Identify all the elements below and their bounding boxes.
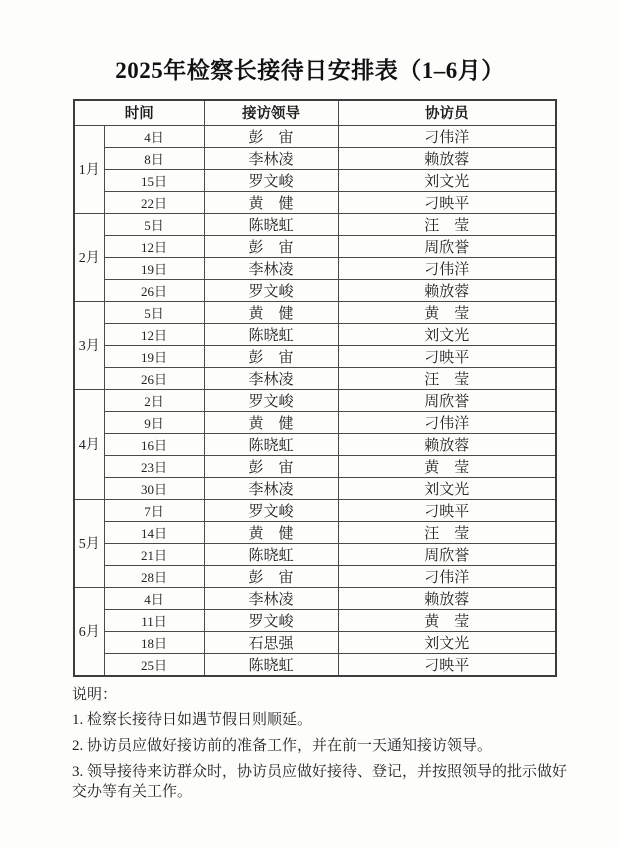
page-title: 2025年检察长接待日安排表（1–6月） (115, 58, 505, 83)
day-cell: 4日 (104, 587, 204, 609)
leader-cell: 李林凌 (204, 477, 338, 499)
assistant-cell: 刘文光 (338, 631, 556, 653)
schedule-table-header (74, 100, 556, 125)
assistant-cell: 黄 莹 (338, 301, 556, 323)
day-cell: 12日 (104, 235, 204, 257)
assistant-cell: 汪 莹 (338, 521, 556, 543)
schedule-row (74, 389, 556, 411)
schedule-row (74, 213, 556, 235)
day-cell: 12日 (104, 323, 204, 345)
schedule-row (74, 543, 556, 565)
day-cell: 23日 (104, 455, 204, 477)
col-header-leader: 接访领导 (204, 100, 338, 125)
leader-cell: 罗文峻 (204, 499, 338, 521)
schedule-row (74, 565, 556, 587)
day-cell: 9日 (104, 411, 204, 433)
assistant-cell: 周欣誉 (338, 543, 556, 565)
day-cell: 25日 (104, 653, 204, 676)
schedule-row (74, 521, 556, 543)
leader-cell: 彭 宙 (204, 345, 338, 367)
leader-cell: 陈晓虹 (204, 213, 338, 235)
schedule-row (74, 653, 556, 676)
schedule-table-body (74, 125, 556, 676)
schedule-table (73, 99, 557, 677)
day-cell: 22日 (104, 191, 204, 213)
leader-cell: 黄 健 (204, 301, 338, 323)
schedule-row (74, 499, 556, 521)
col-header-time: 时间 (74, 100, 204, 125)
leader-cell: 李林凌 (204, 587, 338, 609)
day-cell: 26日 (104, 367, 204, 389)
assistant-cell: 刘文光 (338, 169, 556, 191)
leader-cell: 黄 健 (204, 191, 338, 213)
assistant-cell: 刁伟洋 (338, 125, 556, 147)
day-cell: 8日 (104, 147, 204, 169)
leader-cell: 石思强 (204, 631, 338, 653)
leader-cell: 罗文峻 (204, 279, 338, 301)
day-cell: 30日 (104, 477, 204, 499)
assistant-cell: 刁映平 (338, 499, 556, 521)
schedule-row (74, 191, 556, 213)
schedule-row (74, 279, 556, 301)
leader-cell: 李林凌 (204, 367, 338, 389)
notes-section (72, 685, 574, 802)
day-cell: 15日 (104, 169, 204, 191)
leader-cell: 陈晓虹 (204, 433, 338, 455)
leader-cell: 罗文峻 (204, 169, 338, 191)
month-cell: 5月 (74, 499, 104, 587)
assistant-cell: 周欣誉 (338, 235, 556, 257)
month-cell: 4月 (74, 389, 104, 499)
assistant-cell: 汪 莹 (338, 213, 556, 235)
schedule-row (74, 455, 556, 477)
schedule-row (74, 433, 556, 455)
leader-cell: 彭 宙 (204, 455, 338, 477)
schedule-row (74, 609, 556, 631)
assistant-cell: 汪 莹 (338, 367, 556, 389)
schedule-row (74, 257, 556, 279)
assistant-cell: 黄 莹 (338, 609, 556, 631)
leader-cell: 李林凌 (204, 257, 338, 279)
schedule-row (74, 587, 556, 609)
day-cell: 19日 (104, 345, 204, 367)
assistant-cell: 周欣誉 (338, 389, 556, 411)
day-cell: 5日 (104, 301, 204, 323)
leader-cell: 彭 宙 (204, 125, 338, 147)
month-cell: 6月 (74, 587, 104, 676)
assistant-cell: 刘文光 (338, 477, 556, 499)
day-cell: 16日 (104, 433, 204, 455)
assistant-cell: 刁伟洋 (338, 411, 556, 433)
schedule-row (74, 301, 556, 323)
day-cell: 11日 (104, 609, 204, 631)
assistant-cell: 赖放蓉 (338, 147, 556, 169)
schedule-row (74, 323, 556, 345)
leader-cell: 陈晓虹 (204, 543, 338, 565)
assistant-cell: 刁伟洋 (338, 565, 556, 587)
schedule-row (74, 631, 556, 653)
schedule-row (74, 125, 556, 147)
day-cell: 19日 (104, 257, 204, 279)
leader-cell: 黄 健 (204, 411, 338, 433)
schedule-row (74, 411, 556, 433)
month-cell: 1月 (74, 125, 104, 213)
col-header-assistant: 协访员 (338, 100, 556, 125)
notes-label: 说明： (72, 686, 118, 703)
assistant-cell: 刁映平 (338, 345, 556, 367)
schedule-row (74, 477, 556, 499)
assistant-cell: 黄 莹 (338, 455, 556, 477)
schedule-row (74, 169, 556, 191)
schedule-row (74, 147, 556, 169)
assistant-cell: 刘文光 (338, 323, 556, 345)
leader-cell: 罗文峻 (204, 609, 338, 631)
assistant-cell: 刁伟洋 (338, 257, 556, 279)
assistant-cell: 赖放蓉 (338, 587, 556, 609)
day-cell: 7日 (104, 499, 204, 521)
leader-cell: 陈晓虹 (204, 653, 338, 676)
schedule-row (74, 345, 556, 367)
day-cell: 18日 (104, 631, 204, 653)
assistant-cell: 刁映平 (338, 191, 556, 213)
leader-cell: 黄 健 (204, 521, 338, 543)
leader-cell: 罗文峻 (204, 389, 338, 411)
schedule-row (74, 235, 556, 257)
assistant-cell: 刁映平 (338, 653, 556, 676)
month-cell: 3月 (74, 301, 104, 389)
month-cell: 2月 (74, 213, 104, 301)
assistant-cell: 赖放蓉 (338, 433, 556, 455)
leader-cell: 李林凌 (204, 147, 338, 169)
note-item-1: 1. 检察长接待日如遇节假日则顺延。 (72, 711, 313, 728)
header-row (74, 100, 556, 125)
day-cell: 4日 (104, 125, 204, 147)
day-cell: 5日 (104, 213, 204, 235)
leader-cell: 陈晓虹 (204, 323, 338, 345)
assistant-cell: 赖放蓉 (338, 279, 556, 301)
day-cell: 2日 (104, 389, 204, 411)
note-item-2: 2. 协访员应做好接访前的准备工作，并在前一天通知接访领导。 (72, 737, 493, 754)
leader-cell: 彭 宙 (204, 235, 338, 257)
day-cell: 28日 (104, 565, 204, 587)
day-cell: 26日 (104, 279, 204, 301)
leader-cell: 彭 宙 (204, 565, 338, 587)
day-cell: 21日 (104, 543, 204, 565)
schedule-row (74, 367, 556, 389)
day-cell: 14日 (104, 521, 204, 543)
note-item-3: 3. 领导接待来访群众时，协访员应做好接待、登记，并按照领导的批示做好交办等有关工作。 (72, 763, 568, 800)
